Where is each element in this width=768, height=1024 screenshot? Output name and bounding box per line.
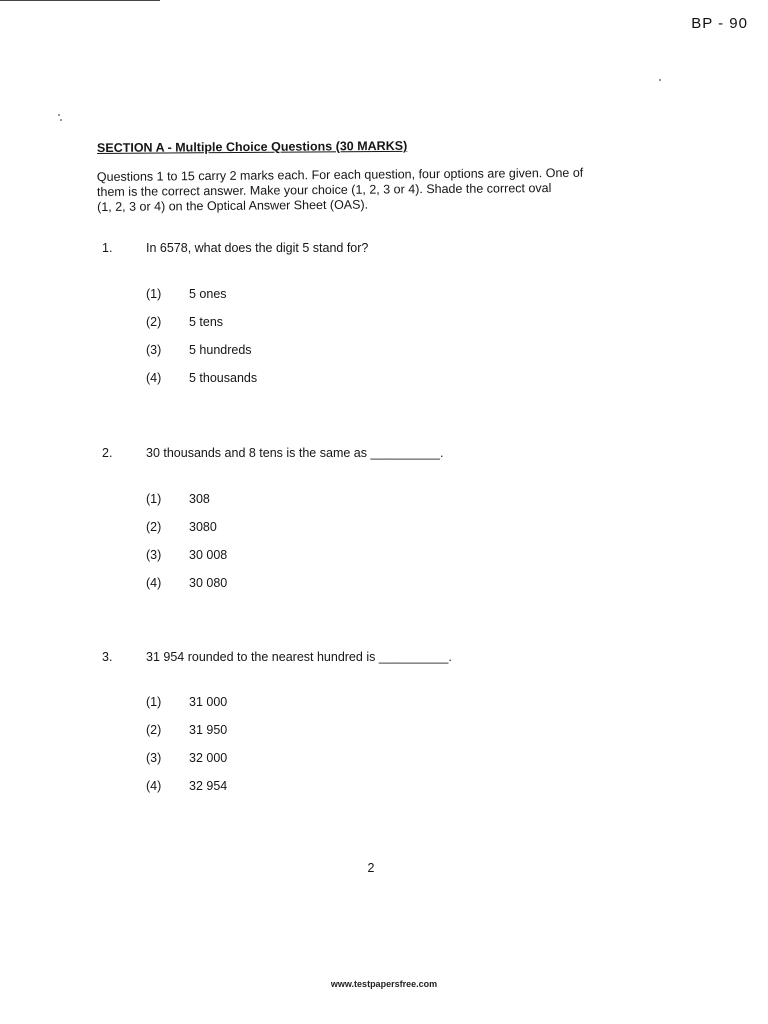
question-text: 31 954 rounded to the nearest hundred is __________. <box>146 650 452 664</box>
instruction-line: (1, 2, 3 or 4) on the Optical Answer Sheet (OAS). <box>97 197 369 214</box>
instruction-line: them is the correct answer. Make your choice (1, 2, 3 or 4). Shade the correct oval <box>96 181 552 199</box>
option-text: 5 ones <box>189 287 227 301</box>
question-3 <box>0 650 768 793</box>
question-row <box>0 241 768 259</box>
question-text: In 6578, what does the digit 5 stand for? <box>146 241 369 255</box>
option-text: 5 hundreds <box>189 343 252 357</box>
question-2 <box>0 446 768 590</box>
option-number: (3) <box>146 751 162 765</box>
question-text: 30 thousands and 8 tens is the same as __________. <box>146 446 444 460</box>
section-title: SECTION A - Multiple Choice Questions (30 MARKS) <box>96 138 408 155</box>
top-rule <box>0 0 160 1</box>
option-number: (1) <box>146 695 162 709</box>
option-text: 32 954 <box>189 779 228 793</box>
footer-website: www.testpapersfree.com <box>330 979 438 989</box>
option-number: (1) <box>146 287 162 301</box>
question-number: 1. <box>102 241 113 255</box>
instructions <box>97 165 677 215</box>
option-text: 30 080 <box>189 576 228 590</box>
option-text: 5 tens <box>189 315 224 329</box>
option-number: (4) <box>146 576 162 590</box>
paper-code: BP - 90 <box>691 15 748 32</box>
question-1 <box>0 241 768 385</box>
option-number: (2) <box>146 315 162 329</box>
question-row <box>0 650 768 668</box>
option-number: (2) <box>146 723 162 737</box>
option-number: (2) <box>146 520 162 534</box>
scan-speck <box>60 119 62 121</box>
option-text: 5 thousands <box>189 371 258 385</box>
question-number: 3. <box>102 650 113 664</box>
instruction-line: Questions 1 to 15 carry 2 marks each. For each question, four options are given. One of <box>96 165 584 185</box>
question-number: 2. <box>102 446 113 460</box>
page-number: 2 <box>367 861 375 875</box>
question-row <box>0 446 768 464</box>
option-number: (3) <box>146 343 162 357</box>
option-number: (1) <box>146 492 162 506</box>
option-number: (4) <box>146 779 162 793</box>
option-text: 30 008 <box>189 548 228 562</box>
option-number: (3) <box>146 548 162 562</box>
option-text: 3080 <box>189 520 217 534</box>
option-text: 32 000 <box>189 751 228 765</box>
option-text: 31 000 <box>189 695 228 709</box>
option-text: 308 <box>189 492 210 506</box>
option-number: (4) <box>146 371 162 385</box>
scan-speck <box>659 79 661 81</box>
option-text: 31 950 <box>189 723 228 737</box>
scan-speck <box>58 114 60 116</box>
